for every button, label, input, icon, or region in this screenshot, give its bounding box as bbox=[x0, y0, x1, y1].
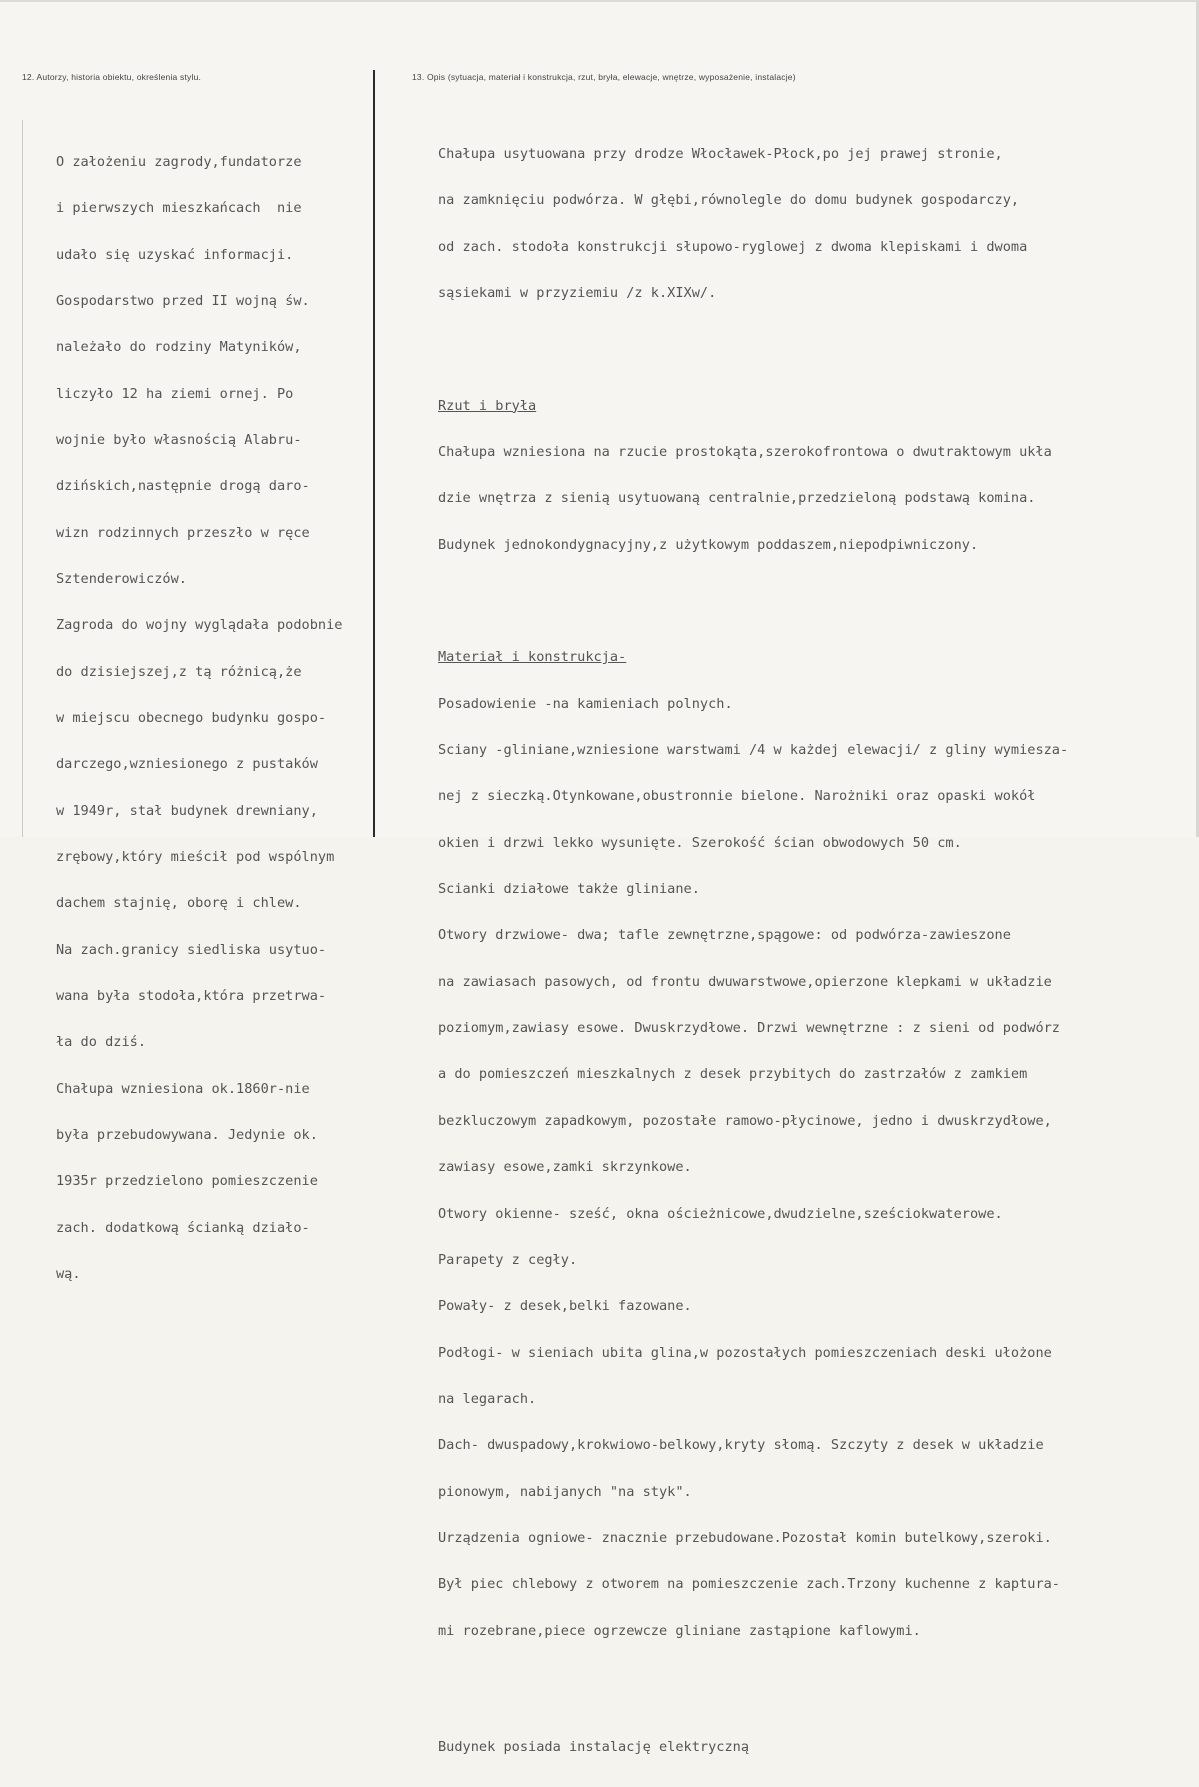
material-line: Posadowienie -na kamieniach polnych. bbox=[438, 695, 733, 712]
material-line: Dach- dwuspadowy,krokwiowo-belkowy,kryty słomą. Szczyty z desek w układzie bbox=[438, 1437, 1044, 1454]
history-line: zrębowy,który mieścił pod wspólnym bbox=[56, 849, 335, 866]
material-line: Parapety z cegły. bbox=[438, 1251, 578, 1268]
rzut-line: Budynek jednokondygnacyjny,z użytkowym poddaszem,niepodpiwniczony. bbox=[438, 536, 979, 553]
material-line: poziomym,zawiasy esowe. Dwuskrzydłowe. Drzwi wewnętrzne : z sieni od podwórz bbox=[438, 1020, 1060, 1037]
history-line: była przebudowywana. Jedynie ok. bbox=[56, 1127, 318, 1144]
material-line: Urządzenia ogniowe- znacznie przebudowane.Pozostał komin butelkowy,szeroki. bbox=[438, 1529, 1052, 1546]
material-line: mi rozebrane,piece ogrzewcze gliniane zastąpione kaflowymi. bbox=[438, 1622, 921, 1639]
history-column bbox=[56, 124, 342, 1314]
section-heading-rzut: Rzut i bryła bbox=[438, 397, 537, 414]
section-heading-material: Materiał i konstrukcja- bbox=[438, 649, 627, 666]
history-line: Na zach.granicy siedliska usytuo- bbox=[56, 941, 327, 958]
intro-line: Chałupa usytuowana przy drodze Włocławek-Płock,po jej prawej stronie, bbox=[438, 145, 1003, 162]
history-line: do dzisiejszej,z tą różnicą,że bbox=[56, 663, 302, 680]
material-line: Otwory okienne- sześć, okna ościeżnicowe,dwudzielne,sześciokwaterowe. bbox=[438, 1205, 1003, 1222]
intro-line: sąsiekami w przyziemiu /z k.XIXw/. bbox=[438, 284, 717, 301]
history-line: ła do dziś. bbox=[56, 1034, 147, 1051]
history-line: wojnie było własnością Alabru- bbox=[56, 431, 302, 448]
intro-line: od zach. stodoła konstrukcji słupowo-ryglowej z dwoma klepiskami i dwoma bbox=[438, 238, 1028, 255]
material-line: Scianki działowe także gliniane. bbox=[438, 881, 700, 898]
material-line: Był piec chlebowy z otworem na pomieszczenie zach.Trzony kuchenne z kaptura- bbox=[438, 1576, 1060, 1593]
history-line: wana była stodoła,która przetrwa- bbox=[56, 988, 327, 1005]
history-line: darczego,wzniesionego z pustaków bbox=[56, 756, 318, 773]
history-line: 1935r przedzielono pomieszczenie bbox=[56, 1173, 318, 1190]
spacer bbox=[438, 584, 1068, 604]
column-divider bbox=[373, 70, 375, 837]
description-column bbox=[438, 116, 1068, 1787]
history-line: w miejscu obecnego budynku gospo- bbox=[56, 710, 327, 727]
history-line: udało się uzyskać informacji. bbox=[56, 246, 294, 263]
history-line: Zagroda do wojny wyglądała podobnie bbox=[56, 617, 343, 634]
material-line: pionowym, nabijanych "na styk". bbox=[438, 1483, 692, 1500]
history-line: liczyło 12 ha ziemi ornej. Po bbox=[56, 385, 294, 402]
history-line: dzińskich,następnie drogą daro- bbox=[56, 478, 310, 495]
page-top-edge bbox=[0, 0, 1199, 2]
history-line: wizn rodzinnych przeszło w ręce bbox=[56, 524, 310, 541]
closing-line: Budynek posiada instalację elektryczną bbox=[438, 1739, 749, 1756]
intro-line: na zamknięciu podwórza. W głębi,równolegle do domu budynek gospodarczy, bbox=[438, 192, 1020, 209]
spacer bbox=[438, 332, 1068, 352]
material-line: Podłogi- w sieniach ubita glina,w pozostałych pomieszczeniach deski ułożone bbox=[438, 1344, 1052, 1361]
material-line: zawiasy esowe,zamki skrzynkowe. bbox=[438, 1159, 692, 1176]
history-line: Sztenderowiczów. bbox=[56, 571, 187, 587]
rzut-line: dzie wnętrza z sienią usytuowaną centralnie,przedzieloną podstawą komina. bbox=[438, 490, 1036, 507]
history-line: Gospodarstwo przed II wojną św. bbox=[56, 292, 310, 309]
history-line: w 1949r, stał budynek drewniany, bbox=[56, 802, 318, 819]
history-line: wą. bbox=[56, 1266, 81, 1283]
history-line: zach. dodatkową ścianką działo- bbox=[56, 1219, 310, 1236]
material-line: na legarach. bbox=[438, 1390, 537, 1407]
history-line: dachem stajnię, oborę i chlew. bbox=[56, 895, 302, 912]
history-line: należało do rodziny Matyników, bbox=[56, 339, 302, 356]
material-line: nej z sieczką.Otynkowane,obustronnie bielone. Narożniki oraz opaski wokół bbox=[438, 788, 1036, 805]
material-line: Otwory drzwiowe- dwa; tafle zewnętrzne,spągowe: od podwórza-zawieszone bbox=[438, 927, 1011, 944]
history-line: O założeniu zagrody,fundatorze bbox=[56, 153, 302, 170]
material-line: Sciany -gliniane,wzniesione warstwami /4 w każdej elewacji/ z gliny wymiesza- bbox=[438, 742, 1069, 759]
history-line: Chałupa wzniesiona ok.1860r-nie bbox=[56, 1080, 310, 1097]
field-13-header: 13. Opis (sytuacja, materiał i konstrukcja, rzut, bryła, elewacje, wnętrze, wyposażenie, instalacje) bbox=[412, 72, 796, 82]
material-line: okien i drzwi lekko wysunięte. Szerokość ścian obwodowych 50 cm. bbox=[438, 834, 962, 851]
material-line: a do pomieszczeń mieszkalnych z desek przybitych do zastrzałów z zamkiem bbox=[438, 1066, 1028, 1083]
field-12-header: 12. Autorzy, historia obiektu, określenia stylu. bbox=[22, 72, 202, 82]
material-line: Powały- z desek,belki fazowane. bbox=[438, 1298, 692, 1315]
material-line: bezkluczowym zapadkowym, pozostałe ramowo-płycinowe, jedno i dwuskrzydłowe, bbox=[438, 1112, 1052, 1129]
rzut-line: Chałupa wzniesiona na rzucie prostokąta,szerokofrontowa o dwutraktowym ukła bbox=[438, 443, 1052, 460]
history-line: i pierwszych mieszkańcach nie bbox=[56, 200, 302, 217]
material-line: na zawiasach pasowych, od frontu dwuwarstwowe,opierzone klepkami w układzie bbox=[438, 973, 1052, 990]
spacer bbox=[438, 1670, 1068, 1694]
page-fold-line bbox=[22, 120, 23, 837]
